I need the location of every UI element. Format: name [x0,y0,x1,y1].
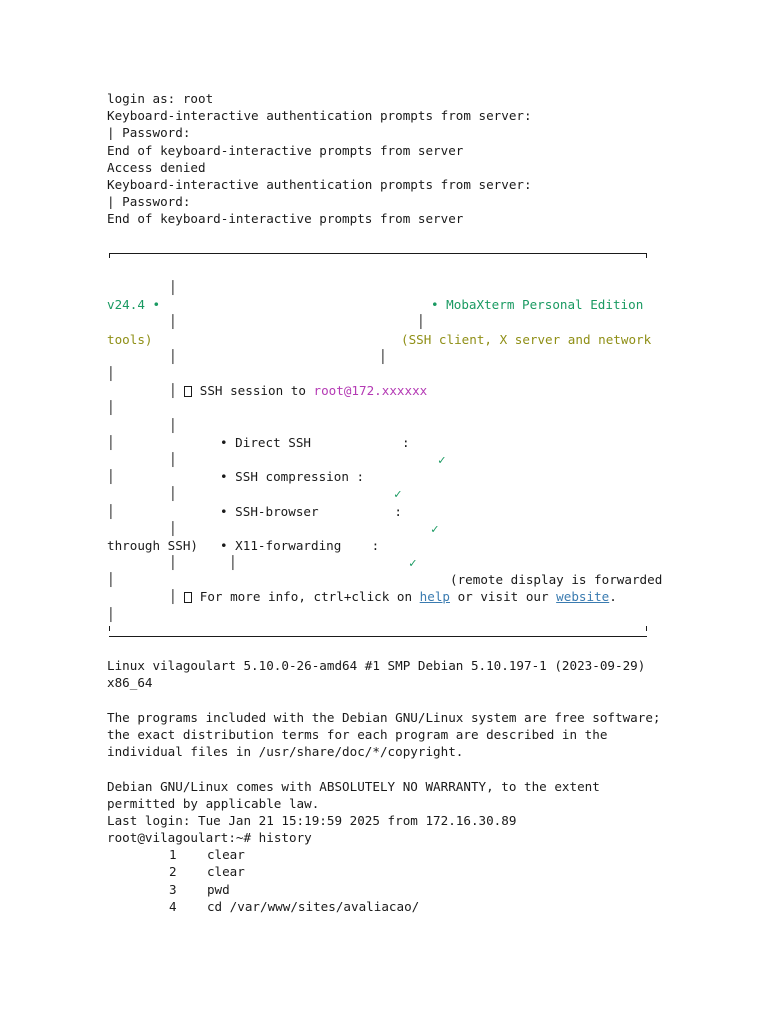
check-icon: ✓ [409,555,417,571]
history-output [107,846,667,915]
motd-line: permitted by applicable law. [107,795,320,811]
check-icon: ✓ [438,451,446,467]
login-line: End of keyboard-interactive prompts from server [107,211,464,227]
feature-direct-ssh: │ • Direct SSH : ✓ [169,417,446,467]
login-line: Keyboard-interactive authentication prompts from server: [107,176,532,192]
system-info [107,657,667,846]
ssh-target: root@172.xxxxxx [313,383,428,399]
prompt-line[interactable] [107,829,667,846]
banner-version: v24.4 • [107,297,161,313]
login-line: | Password: [107,125,191,141]
shell-prompt: root@vilagoulart:~# [107,830,259,846]
last-login-line: Last login: Tue Jan 21 15:19:59 2025 from 172.16.30.89 [107,812,517,828]
banner-tagline-cont: tools) [107,331,153,347]
motd-line: individual files in /usr/share/doc/*/copyright. [107,744,464,760]
website-link[interactable]: website [556,589,610,605]
motd-line: the exact distribution terms for each program are described in the [107,726,608,742]
uname-line: Linux vilagoulart 5.10.0-26-amd64 #1 SMP Debian 5.10.197-1 (2023-09-29) [107,658,646,674]
login-line: Keyboard-interactive authentication prompts from server: [107,108,532,124]
banner-top-border [107,245,667,262]
typed-command: history [258,830,312,846]
help-link[interactable]: help [419,589,450,605]
check-icon: ✓ [394,486,402,502]
history-entry: 1 clear [169,847,245,863]
login-section [107,90,667,228]
x11-note: (remote display is forwarded [450,572,663,588]
banner-tagline: (SSH client, X server and network [401,331,652,347]
feature-ssh-browser: │ • SSH-browser : ✓ [169,486,439,536]
feature-x11-forwarding: │ • X11-forwarding : ✓ (remote display is forwarded [169,520,663,588]
login-line: login as: root [107,91,214,106]
arch-line: x86_64 [107,675,153,691]
ssh-session-line: │ SSH session to root@172.xxxxxx [169,383,428,399]
history-entry: 4 cd /var/www/sites/avaliacao/ [169,898,420,914]
feature-ssh-compression: │ • SSH compression : ✓ [169,451,402,502]
motd-line: The programs included with the Debian GNU/Linux system are free software; [107,709,661,725]
mobaxterm-banner: │ • MobaXterm Personal Edition v24.4 • │ │ (SSH client, X server and network tools) │ │ │ │ SSH session to root@172.xxxxxx │ │ • Direct SSH : ✓ │ │ • SSH compression : ✓ │ │ • SSH-browser : ✓ │ │ • X11-forwarding : ✓ (remote display is forwarded through SSH) │ │ │ │ For more info, ctrl+click on help or visit our website. │ [107,245,667,640]
history-entry: 2 clear [169,864,245,880]
x11-note-cont: through SSH) [107,537,198,553]
banner-bottom-border [107,623,667,640]
history-entry: 3 pwd [169,881,230,897]
login-line: Access denied [107,159,206,175]
terminal-output[interactable] [107,90,667,915]
login-line: End of keyboard-interactive prompts from server [107,142,464,158]
motd-line: Debian GNU/Linux comes with ABSOLUTELY NO WARRANTY, to the extent [107,778,600,794]
banner-edition: • MobaXterm Personal Edition [431,297,644,313]
check-icon: ✓ [431,520,439,536]
login-line: | Password: [107,194,191,210]
info-line: │ For more info, ctrl+click on help or visit our website. [169,589,617,605]
